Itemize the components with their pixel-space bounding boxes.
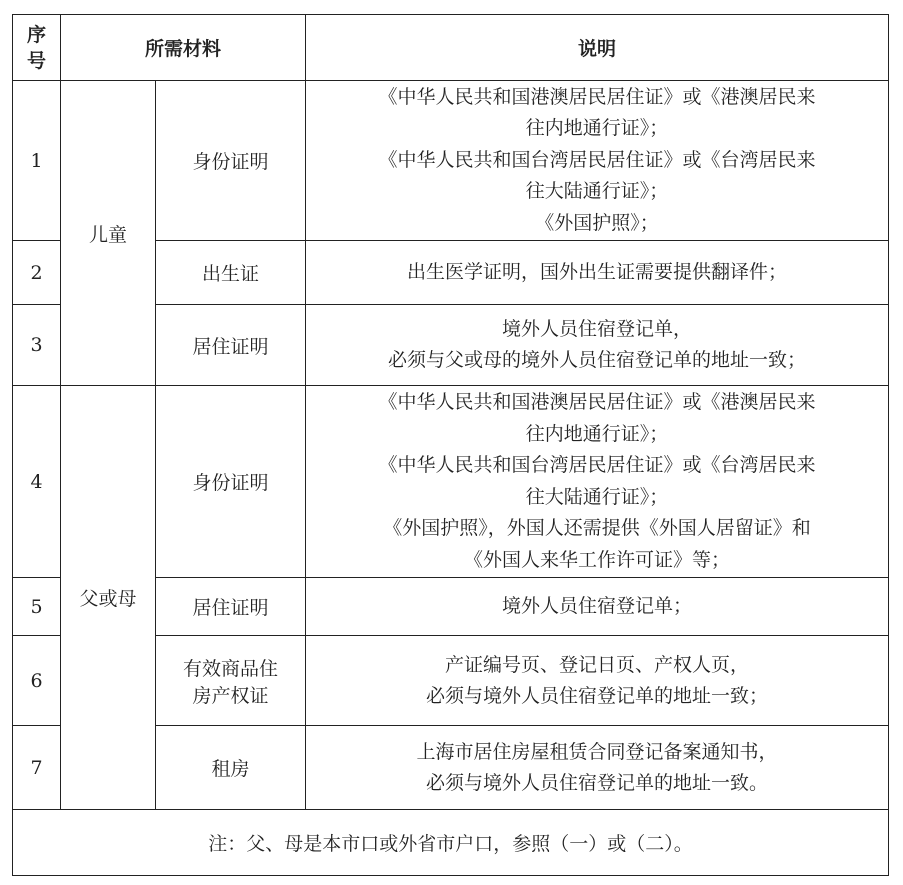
description-line: 必须与父或母的境外人员住宿登记单的地址一致； xyxy=(388,349,807,371)
description-line: 上海市居住房屋租赁合同登记备案通知书， xyxy=(416,740,778,763)
description-line: 《中华人民共和国台湾居民居住证》或《台湾居民来 xyxy=(378,454,816,476)
row-number: 1 xyxy=(13,81,61,241)
note-row xyxy=(13,810,889,876)
description-cell xyxy=(306,241,889,305)
description-cell xyxy=(306,386,889,578)
description-line: 《中华人民共和国台湾居民居住证》或《台湾居民来 xyxy=(378,148,816,171)
description-cell xyxy=(306,636,889,726)
table-header-row xyxy=(13,15,889,81)
description-line: 《中华人民共和国港澳居民居住证》或《港澳居民来 xyxy=(378,85,816,108)
description-cell xyxy=(306,81,889,241)
description-line: 必须与境外人员住宿登记单的地址一致； xyxy=(426,684,769,707)
material-cell: 租房 xyxy=(156,726,306,810)
material-cell xyxy=(156,636,306,726)
description-line: 往大陆通行证》； xyxy=(525,180,669,203)
material-cell: 居住证明 xyxy=(156,305,306,386)
row-number: 5 xyxy=(13,578,61,636)
row-number: 7 xyxy=(13,726,61,810)
group-parent: 父或母 xyxy=(61,386,156,810)
group-child: 儿童 xyxy=(61,81,156,386)
description-line: 《外国人来华工作许可证》等； xyxy=(464,548,731,571)
row-number: 3 xyxy=(13,305,61,386)
material-cell: 身份证明 xyxy=(156,81,306,241)
description-cell xyxy=(306,578,889,636)
description-line: 《外国护照》，外国人还需提供《外国人居留证》和 xyxy=(383,517,811,539)
header-materials: 所需材料 xyxy=(61,15,306,81)
material-cell: 居住证明 xyxy=(156,578,306,636)
row-number: 6 xyxy=(13,636,61,726)
note-text: 注：父、母是本市口或外省市户口，参照（一）或（二）。 xyxy=(13,810,889,876)
description-cell xyxy=(306,305,889,386)
description-line: 必须与境外人员住宿登记单的地址一致。 xyxy=(426,771,769,794)
row-number: 4 xyxy=(13,386,61,578)
document-table-container xyxy=(12,14,889,876)
description-line: 境外人员住宿登记单， xyxy=(502,318,693,340)
description-line: 《外国护照》； xyxy=(535,211,659,234)
material-line: 有效商品住 xyxy=(183,657,279,680)
description-line: 往大陆通行证》； xyxy=(525,485,669,508)
table-row xyxy=(13,386,889,578)
material-cell: 身份证明 xyxy=(156,386,306,578)
materials-table xyxy=(12,14,889,876)
table-row xyxy=(13,81,889,241)
row-number: 2 xyxy=(13,241,61,305)
description-line: 境外人员住宿登记单； xyxy=(502,595,693,617)
material-line: 房产权证 xyxy=(192,684,269,707)
header-description: 说明 xyxy=(306,15,889,81)
description-line: 产证编号页、登记日页、产权人页， xyxy=(445,653,750,676)
description-line: 往内地通行证》； xyxy=(525,422,669,445)
material-cell: 出生证 xyxy=(156,241,306,305)
description-line: 《中华人民共和国港澳居民居住证》或《港澳居民来 xyxy=(378,391,816,413)
description-line: 往内地通行证》； xyxy=(525,117,669,140)
header-no: 序 号 xyxy=(13,15,61,81)
description-cell xyxy=(306,726,889,810)
description-line: 出生医学证明，国外出生证需要提供翻译件； xyxy=(407,261,788,283)
